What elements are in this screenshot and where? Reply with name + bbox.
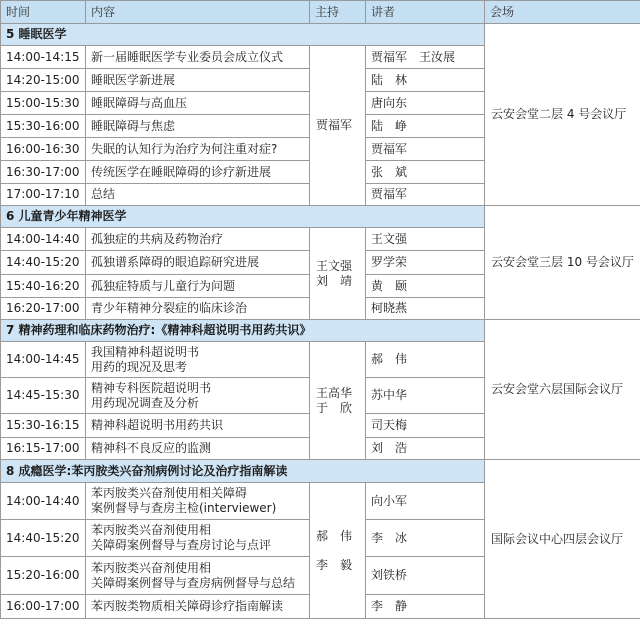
session-speaker: 张 斌 — [366, 161, 485, 184]
session-time: 15:20-16:00 — [1, 557, 86, 595]
header-host: 主持 — [310, 1, 366, 24]
session-content — [86, 595, 310, 619]
session-speaker: 李 静 — [366, 595, 485, 619]
session-speaker: 罗学荣 — [366, 251, 485, 275]
host-name: 于 欣 — [316, 400, 353, 415]
venue-cell: 云安会堂六层国际会议厅 — [485, 320, 640, 460]
venue-cell: 云安会堂二层 4 号会议厅 — [485, 24, 640, 206]
session-speaker: 陆 林 — [366, 69, 485, 92]
session-content — [86, 414, 310, 438]
host-name: 王高华 — [316, 385, 353, 400]
host-name: 李 毅 — [316, 557, 353, 572]
venue-cell: 云安会堂三层 10 号会议厅 — [485, 206, 640, 320]
session-time: 17:00-17:10 — [1, 184, 86, 206]
section-header-row — [1, 460, 640, 483]
session-speaker: 贾福军 — [366, 138, 485, 161]
content-line: 苯丙胺类兴奋剂使用相 — [91, 560, 212, 575]
venue-cell: 国际会议中心四层会议厅 — [485, 460, 640, 619]
session-time: 14:00-14:15 — [1, 46, 86, 69]
session-speaker: 苏中华 — [366, 378, 485, 414]
session-time: 15:00-15:30 — [1, 92, 86, 115]
host-name: 王文强 — [316, 258, 353, 273]
session-time: 15:30-16:15 — [1, 414, 86, 438]
header-speaker: 讲者 — [366, 1, 485, 24]
session-speaker: 陆 峥 — [366, 115, 485, 138]
section-header-row — [1, 320, 640, 342]
session-content — [86, 483, 310, 520]
content-line: 关障碍案例督导与查房病例督导与总结 — [91, 575, 296, 590]
session-time: 14:20-15:00 — [1, 69, 86, 92]
host-cell — [310, 46, 366, 206]
content-line: 总结 — [91, 187, 116, 201]
session-speaker: 李 冰 — [366, 520, 485, 557]
session-speaker: 贾福军 王汝展 — [366, 46, 485, 69]
content-line: 失眠的认知行为治疗为何注重对症? — [91, 141, 278, 156]
session-time: 14:00-14:40 — [1, 228, 86, 251]
session-content — [86, 251, 310, 275]
content-line: 精神科超说明书用药共识 — [91, 418, 224, 432]
session-time: 16:30-17:00 — [1, 161, 86, 184]
section-title: 6 儿童青少年精神医学 — [1, 206, 485, 228]
content-line: 孤独症特质与儿童行为问题 — [91, 278, 236, 293]
content-line: 孤独症的共病及药物治疗 — [91, 231, 224, 246]
session-time: 16:00-16:30 — [1, 138, 86, 161]
host-cell — [310, 228, 366, 320]
host-name: 刘 靖 — [316, 273, 353, 288]
session-speaker: 柯晓燕 — [366, 298, 485, 320]
session-speaker: 唐向东 — [366, 92, 485, 115]
session-content — [86, 184, 310, 206]
content-line: 苯丙胺类物质相关障碍诊疗指南解读 — [91, 599, 284, 613]
session-speaker: 刘 浩 — [366, 438, 485, 460]
content-line: 传统医学在睡眠障碍的诊疗新进展 — [91, 164, 272, 179]
content-line: 精神专科医院超说明书 — [91, 380, 212, 395]
section-title: 8 成瘾医学:苯丙胺类兴奋剂病例讨论及治疗指南解读 — [1, 460, 485, 483]
content-line: 睡眠医学新进展 — [91, 72, 176, 87]
session-speaker: 向小军 — [366, 483, 485, 520]
content-line: 精神科不良反应的监测 — [91, 441, 212, 455]
content-line: 案例督导与查房主检(interviewer) — [91, 501, 277, 515]
content-line: 我国精神科超说明书 — [91, 344, 200, 359]
session-content — [86, 342, 310, 378]
session-content — [86, 115, 310, 138]
host-cell — [310, 342, 366, 460]
content-line: 关障碍案例督导与查房讨论与点评 — [91, 538, 272, 552]
host-name: 郝 伟 — [316, 528, 353, 543]
session-time: 14:00-14:45 — [1, 342, 86, 378]
session-content — [86, 378, 310, 414]
content-line: 青少年精神分裂症的临床诊治 — [91, 301, 248, 315]
session-speaker: 王文强 — [366, 228, 485, 251]
content-line: 苯丙胺类兴奋剂使用相关障碍 — [91, 486, 248, 500]
host-name: 贾福军 — [316, 118, 353, 132]
session-time: 14:40-15:20 — [1, 251, 86, 275]
section-header-row — [1, 206, 640, 228]
session-speaker: 司天梅 — [366, 414, 485, 438]
session-content — [86, 92, 310, 115]
session-content — [86, 138, 310, 161]
host-cell — [310, 483, 366, 619]
session-time: 14:45-15:30 — [1, 378, 86, 414]
session-speaker: 刘铁桥 — [366, 557, 485, 595]
session-content — [86, 275, 310, 298]
session-speaker: 黄 颐 — [366, 275, 485, 298]
content-line: 用药现况调查及分析 — [91, 395, 200, 410]
header-content: 内容 — [86, 1, 310, 24]
session-time: 16:20-17:00 — [1, 298, 86, 320]
content-line: 新一届睡眠医学专业委员会成立仪式 — [91, 49, 284, 64]
header-row — [1, 1, 640, 24]
session-content — [86, 46, 310, 69]
header-venue: 会场 — [485, 1, 640, 24]
content-line: 睡眠障碍与焦虑 — [91, 118, 176, 133]
session-time: 16:15-17:00 — [1, 438, 86, 460]
session-time: 15:30-16:00 — [1, 115, 86, 138]
session-content — [86, 69, 310, 92]
session-time: 14:00-14:40 — [1, 483, 86, 520]
section-title: 7 精神药理和临床药物治疗:《精神科超说明书用药共识》 — [1, 320, 485, 342]
session-content — [86, 557, 310, 595]
session-content — [86, 438, 310, 460]
content-line: 孤独谱系障碍的眼追踪研究进展 — [91, 255, 260, 269]
session-content — [86, 228, 310, 251]
session-speaker: 贾福军 — [366, 184, 485, 206]
section-header-row — [1, 24, 640, 46]
session-time: 15:40-16:20 — [1, 275, 86, 298]
session-time: 16:00-17:00 — [1, 595, 86, 619]
session-content — [86, 161, 310, 184]
content-line: 睡眠障碍与高血压 — [91, 95, 188, 110]
section-title: 5 睡眠医学 — [1, 24, 485, 46]
content-line: 苯丙胺类兴奋剂使用相 — [91, 523, 212, 537]
session-time: 14:40-15:20 — [1, 520, 86, 557]
session-content — [86, 298, 310, 320]
header-time: 时间 — [1, 1, 86, 24]
session-content — [86, 520, 310, 557]
session-speaker: 郝 伟 — [366, 342, 485, 378]
content-line: 用药的现况及思考 — [91, 359, 188, 374]
